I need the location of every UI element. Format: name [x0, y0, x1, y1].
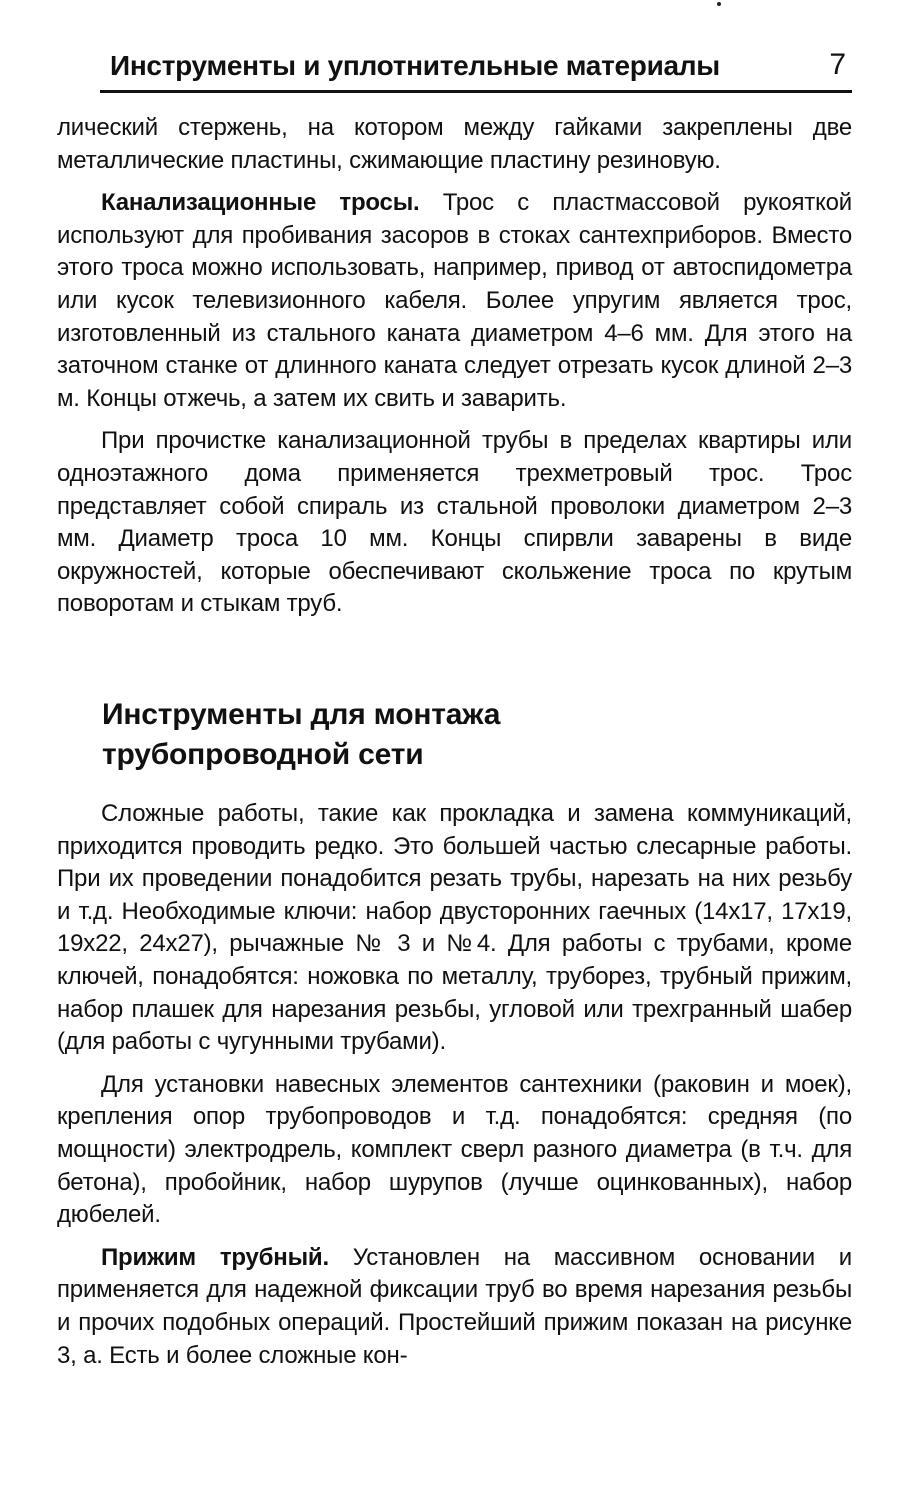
text-block-1 [57, 112, 852, 631]
running-header [100, 50, 852, 93]
section-heading [102, 695, 802, 775]
paragraph-pipe-cleaning: При прочистке канализационной трубы в пределах квартиры или одноэтажного дома применяется трехметровый трос. Трос представляет собой спираль из стальной проволоки диаметром 2–3 мм. Диаметр троса 10 мм. Концы спирвли заварены в виде окружностей, которые обеспечивают скольжение троса по крутым поворотам и стыкам труб. [57, 427, 852, 618]
section-heading-line-2: трубопроводной сети [102, 738, 424, 771]
paragraph-sewer-cables [57, 187, 852, 415]
paragraph-body: Трос с пластмассовой рукояткой используют для пробивания засоров в стоках сантехприборов. Вместо этого троса можно использовать, например, привод от автоспидометра или кусок телевизионного кабеля. Более упругим является трос, изготовленный из стального каната диаметром 4–6 мм. Для этого на заточном станке от длинного каната следует отрезать кусок длиной 2–3 м. Концы отжечь, а затем их свить и заварить. [57, 189, 852, 412]
running-title: Инструменты и уплотнительные материалы [110, 50, 720, 81]
paragraph-lead-term: Прижим трубный. [101, 1243, 329, 1271]
page-number: 7 [829, 48, 846, 81]
paragraph-pipe-clamp [57, 1242, 852, 1372]
paragraph-continued: лический стержень, на котором между гайками закреплены две металлические пластины, сжимающие пластину резиновую. [57, 114, 852, 174]
text-block-2 [57, 798, 852, 1382]
scan-speck [717, 2, 721, 6]
paragraph-body: Установлен на массивном основании и применяется для надежной фиксации труб во время нарезания резьбы и прочих подобных операций. Простейший прижим показан на рисунке 3, а. Есть и более сложные кон- [57, 1243, 852, 1369]
paragraph-complex-works: Сложные работы, такие как прокладка и замена коммуникаций, приходится проводить редко. Это большей частью слесарные работы. При их проведении понадобится резать трубы, нарезать на них резьбу и т.д. Необходимые ключи: набор двусторонних гаечных (14x17, 17x19, 19x22, 24x27), рычажные № 3 и №4. Для работы с трубами, кроме ключей, понадобятся: ножовка по металлу, труборез, трубный прижим, набор плашек для нарезания резьбы, угловой или трехгранный шабер (для работы с чугунными трубами). [57, 800, 852, 1056]
section-heading-line-1: Инструменты для монтажа [102, 698, 501, 731]
paragraph-mounting-tools: Для установки навесных элементов сантехники (раковин и моек), крепления опор трубопроводов и т.д. понадобятся: средняя (по мощности) электродрель, комплект сверл разного диаметра (в т.ч. для бетона), пробойник, набор шурупов (лучше оцинкованных), набор дюбелей. [57, 1070, 852, 1229]
paragraph-lead-term: Канализационные тросы. [101, 189, 420, 217]
